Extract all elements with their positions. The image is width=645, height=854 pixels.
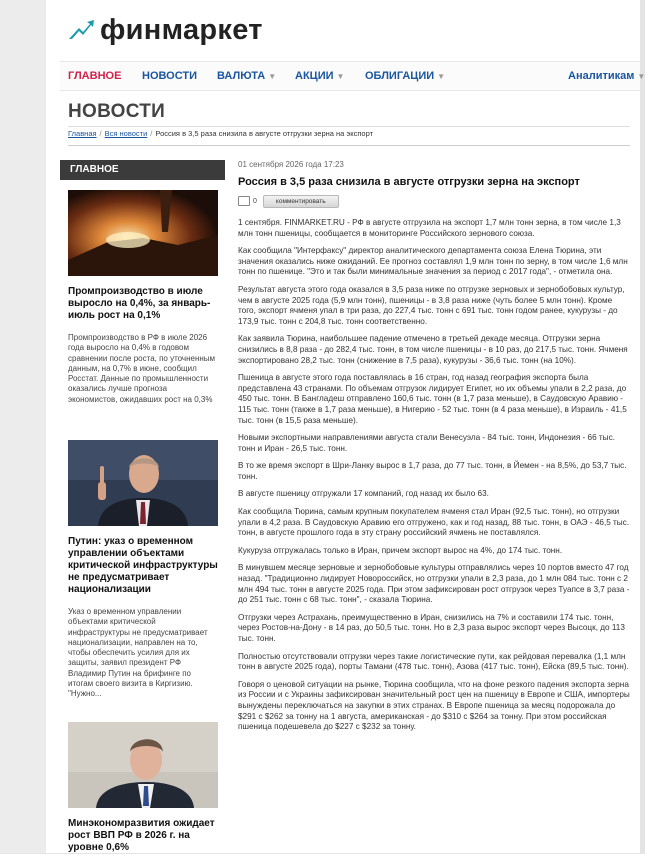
comment-icon [238, 196, 250, 206]
main-nav [60, 61, 645, 91]
site-logo[interactable] [68, 14, 263, 46]
nav-item-analytics[interactable]: Аналитикам ▼ [568, 70, 645, 82]
news-image-speaker[interactable] [68, 440, 218, 526]
page-title: НОВОСТИ [68, 101, 166, 122]
article-paragraph: В то же время экспорт в Шри-Ланку вырос в 1,7 раза, до 77 тыс. тонн, в Йемен - на 8,5%, до 53,7 тыс. тонн. [238, 461, 627, 481]
sidebar [60, 160, 225, 853]
sidebar-news-headline[interactable]: Промпроизводство в июле выросло на 0,4%, за январь-июль рост на 0,1% [68, 286, 211, 321]
chevron-down-icon: ▼ [637, 72, 645, 81]
chevron-down-icon: ▼ [437, 72, 446, 81]
article-paragraph: Результат августа этого года оказался в 3,5 раза ниже по отгрузке зерновых и зернобобовых культур, чем в августе 2025 года (5,9 млн тонн), пшеницы - в 3,8 раза ниже (чуть более 5 млн тонн). Кроме того, экспорт ячменя упал в три раза, до 227,4 тыс. тонн с 691 тыс. тонн годом ранее, кукурузы - до 173,9 тыс. тонн с 204,8 тыс. тонн соответственно. [238, 284, 625, 326]
article-paragraph: Отгрузки через Астрахань, преимущественно в Иран, снизились на 7% и составили 174 тыс. тонн, через Ростов-на-Дону - в 14 раз, до 50,5 тыс. тонн. Но в 2,3 раза вырос экспорт через Высоцк, до 113 тыс. тонн. [238, 612, 625, 643]
article-paragraph: Новыми экспортными направлениями августа стали Венесуэла - 84 тыс. тонн, Индонезия - 66 тыс. тонн и Иран - 26,5 тыс. тонн. [238, 433, 615, 453]
divider [68, 145, 630, 146]
sidebar-news-headline[interactable]: Минэкономразвития ожидает рост ВВП РФ в 2026 г. на уровне 0,6% [68, 818, 215, 853]
sidebar-news-item[interactable] [68, 440, 218, 700]
nav-item-currency[interactable]: ВАЛЮТА ▼ [217, 70, 277, 82]
sidebar-news-item[interactable] [68, 190, 218, 405]
chevron-down-icon: ▼ [268, 72, 277, 81]
nav-item-main[interactable]: ГЛАВНОЕ [68, 70, 122, 82]
article-body [238, 218, 630, 733]
breadcrumb-current: Россия в 3,5 раза снизила в августе отгрузки зерна на экспорт [155, 129, 374, 138]
article-paragraph: Говоря о ценовой ситуации на рынке, Тюрина сообщила, что на фоне резкого падения экспорта зерна из России и с Украины зафиксирован значительный рост цен на пшеницу в Европе и США, импортеры вынуждены переключаться на закупки в этих странах. В Европе пшеница за месяц подорожала до $291 с $262 за тонну на 1 августа, американская - до $310 с $264 за тонну. При этом российская пшеница подешевела до $227 с $232 за тонну. [238, 679, 630, 732]
article-paragraph: Как сообщила "Интерфаксу" директор аналитического департамента союза Елена Тюрина, эти значения оказались ниже ожиданий. Ее прогноз составлял 1,9 млн тонн по зерну, в том числе 1,6 млн тонн по пшенице. "Это и так были минимальные значения за период с 2017 года", - отметила она. [238, 246, 628, 277]
article-paragraph: Как сообщила Тюрина, самым крупным покупателем ячменя стал Иран (92,5 тыс. тонн), но отгрузки упали в 4,2 раза. В Саудовскую Аравию его отгружено, как и год назад, 88 тыс. тонн, в ОАЭ - 46,5 тыс. тонн, в августе прошлого года в эту страну российский ячмень не поставлялся. [238, 507, 630, 538]
sidebar-news-description: Промпроизводство в РФ в июле 2026 года выросло на 0,4% в годовом сравнении после роста, по уточненным данным, на 0,7% в июне, сообщил Росстат. Данные по промышленности оказались лучше прогноза экономистов, ожидавших рост на 0,3% [68, 333, 216, 404]
sidebar-header: ГЛАВНОЕ [60, 160, 225, 180]
news-image-industry[interactable] [68, 190, 218, 276]
article-paragraph: Кукуруза отгружалась только в Иран, причем экспорт вырос на 4%, до 174 тыс. тонн. [238, 545, 563, 555]
article-paragraph: В августе пшеницу отгружали 17 компаний, год назад их было 63. [238, 489, 489, 499]
article-paragraph: Пшеница в августе этого года поставлялась в 16 стран, год назад география экспорта была представлена 43 странами. По объемам отгрузок лидирует Египет, но их объемы упали в 2,2 раза, до 450 тыс. тонн. В Бангладеш отправлено 160,6 тыс. тонн (в 1,7 раза меньше), в Саудовскую Аравию - 115 тыс. тонн (также в 1,7 раза меньше), в Нигерию - 52 тыс. тонн (в 4 раза меньше), в Израиль - 41,5 тыс. тонн (в 15,5 раза меньше). [238, 373, 627, 425]
article-paragraph: Как заявила Тюрина, наибольшее падение отмечено в третьей декаде месяца. Отгрузки зерна снизились в 8,8 раза - до 282,4 тыс. тонн, в том числе пшеницы - в 10 раз, до 217,5 тыс. тонн. Ячменя экспортировано 28,2 тыс. тонн (снижение в 7,5 раза), кукурузы - 36,6 тыс. тонн (на 10%). [238, 334, 628, 365]
breadcrumb-all-news[interactable]: Вся новости [104, 129, 148, 138]
article-date: 01 сентября 2026 года 17:23 [238, 160, 344, 169]
divider [68, 126, 630, 127]
sidebar-news-description: Указ о временном управлении объектами критической инфраструктуры не предусматривает национализации, направлен на то, чтобы обеспечить усилия для их защиты, заявил президент РФ Владимир Путин на брифинге по итогам своего визита в Киргизию. "Нужно... [68, 607, 208, 699]
chevron-down-icon: ▼ [336, 72, 345, 81]
comment-count: 0 [253, 197, 257, 205]
article-paragraph: 1 сентября. FINMARKET.RU - РФ в августе отгрузила на экспорт 1,7 млн тонн зерна, в том числе 1,3 млн тонн пшеницы, сообщается в мониторинге Российского зернового союза. [238, 218, 621, 238]
article-title: Россия в 3,5 раза снизила в августе отгрузки зерна на экспорт [238, 176, 580, 188]
page-margin [0, 0, 46, 853]
article-meta [238, 195, 630, 207]
sidebar-news-headline[interactable]: Путин: указ о временном управлении объектами критической инфраструктуры не предусматривает национализации [68, 536, 218, 595]
nav-item-bonds[interactable]: ОБЛИГАЦИИ ▼ [365, 70, 446, 82]
article-paragraph: Полностью отсутствовали отгрузки через такие логистические пути, как рейдовая перевалка (1,1 млн тонн в августе 2025 года), порты Тамани (478 тыс. тонн), Азова (417 тыс. тонн), Ейска (89,5 тыс. тонн). [238, 651, 629, 672]
sidebar-news-item[interactable] [68, 722, 218, 854]
breadcrumb: Главная / Вся новости / Россия в 3,5 раза снизила в августе отгрузки зерна на экспорт [68, 129, 374, 138]
nav-item-stocks[interactable]: АКЦИИ ▼ [295, 70, 345, 82]
finmarket-logo-icon [68, 19, 94, 41]
logo-text: финмаркет [100, 14, 263, 46]
nav-item-news[interactable]: НОВОСТИ [142, 70, 198, 82]
article [238, 160, 630, 740]
page [46, 0, 645, 853]
comment-button[interactable]: комментировать [263, 195, 339, 208]
breadcrumb-home[interactable]: Главная [68, 129, 97, 138]
news-image-minister[interactable] [68, 722, 218, 808]
article-paragraph: В минувшем месяце зерновые и зернобобовые культуры отправлялись через 10 портов вместо 47 год назад. "Традиционно лидирует Новороссийск, но отгрузки упали в 2,3 раза, до 1 млн 084 тыс. тонн с 2 млн 494 тыс. тонн в августе 2025 года. При этом зафиксирован рост отгрузок через Туапсе в 3,7 раза - до 251 тыс. тонн с 68 тыс. тонн", - сказала Тюрина. [238, 563, 630, 605]
